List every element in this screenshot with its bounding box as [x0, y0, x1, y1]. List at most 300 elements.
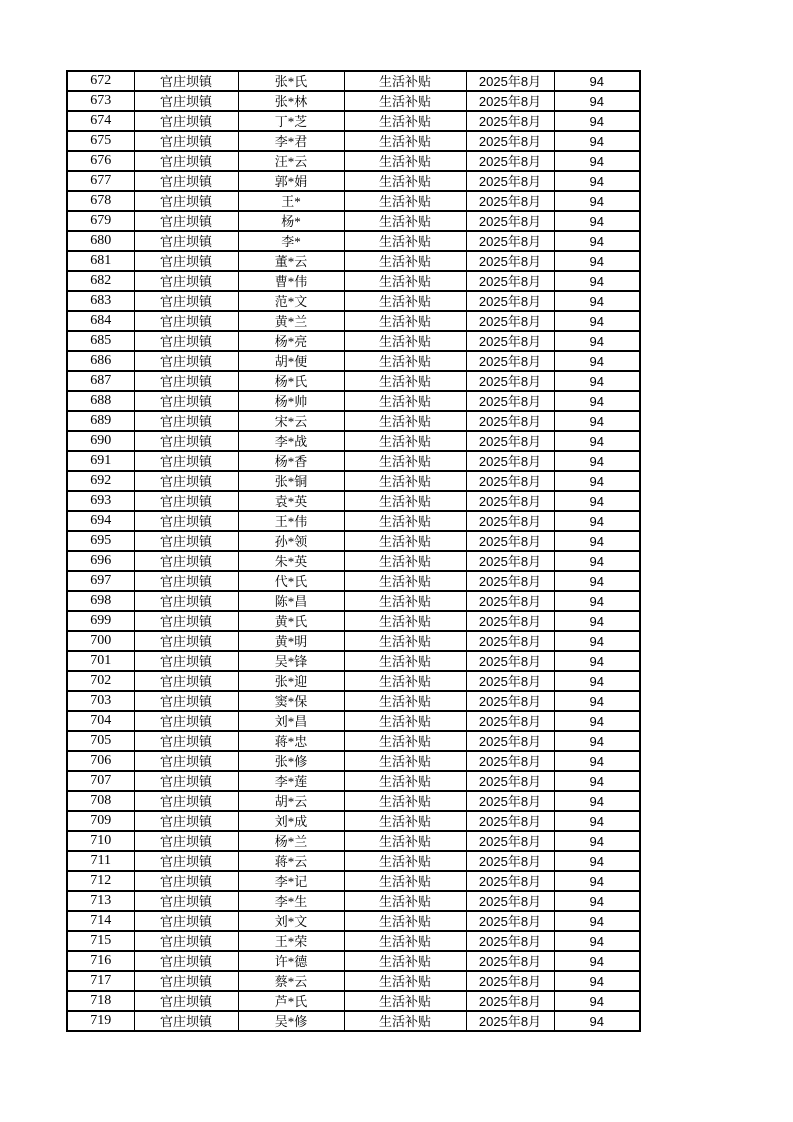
- table-body: [67, 71, 640, 1031]
- person-name-cell: 杨*兰: [238, 831, 344, 851]
- serial-number-cell: 713: [67, 891, 134, 911]
- table-row: [67, 951, 640, 971]
- subsidy-type-cell: 生活补贴: [344, 651, 466, 671]
- table-row: [67, 471, 640, 491]
- subsidy-type-cell: 生活补贴: [344, 951, 466, 971]
- town-cell: 官庄坝镇: [134, 531, 238, 551]
- month-cell: 2025年8月: [466, 71, 554, 91]
- table-row: [67, 431, 640, 451]
- person-name-cell: 胡*云: [238, 791, 344, 811]
- subsidy-type-cell: 生活补贴: [344, 531, 466, 551]
- person-name-cell: 曹*伟: [238, 271, 344, 291]
- subsidy-type-cell: 生活补贴: [344, 971, 466, 991]
- town-cell: 官庄坝镇: [134, 691, 238, 711]
- amount-cell: 94: [554, 651, 640, 671]
- table-row: [67, 591, 640, 611]
- serial-number-cell: 709: [67, 811, 134, 831]
- amount-cell: 94: [554, 271, 640, 291]
- amount-cell: 94: [554, 631, 640, 651]
- amount-cell: 94: [554, 991, 640, 1011]
- amount-cell: 94: [554, 171, 640, 191]
- month-cell: 2025年8月: [466, 371, 554, 391]
- table-row: [67, 751, 640, 771]
- person-name-cell: 李*战: [238, 431, 344, 451]
- month-cell: 2025年8月: [466, 751, 554, 771]
- person-name-cell: 黄*氏: [238, 611, 344, 631]
- serial-number-cell: 697: [67, 571, 134, 591]
- serial-number-cell: 703: [67, 691, 134, 711]
- amount-cell: 94: [554, 951, 640, 971]
- month-cell: 2025年8月: [466, 351, 554, 371]
- subsidy-type-cell: 生活补贴: [344, 91, 466, 111]
- amount-cell: 94: [554, 691, 640, 711]
- subsidy-type-cell: 生活补贴: [344, 751, 466, 771]
- subsidy-type-cell: 生活补贴: [344, 611, 466, 631]
- serial-number-cell: 704: [67, 711, 134, 731]
- month-cell: 2025年8月: [466, 571, 554, 591]
- town-cell: 官庄坝镇: [134, 151, 238, 171]
- person-name-cell: 杨*香: [238, 451, 344, 471]
- amount-cell: 94: [554, 391, 640, 411]
- town-cell: 官庄坝镇: [134, 91, 238, 111]
- amount-cell: 94: [554, 911, 640, 931]
- table-row: [67, 931, 640, 951]
- table-row: [67, 91, 640, 111]
- town-cell: 官庄坝镇: [134, 871, 238, 891]
- town-cell: 官庄坝镇: [134, 851, 238, 871]
- person-name-cell: 李*莲: [238, 771, 344, 791]
- subsidy-table: [66, 70, 641, 1032]
- month-cell: 2025年8月: [466, 311, 554, 331]
- subsidy-type-cell: 生活补贴: [344, 351, 466, 371]
- month-cell: 2025年8月: [466, 531, 554, 551]
- amount-cell: 94: [554, 311, 640, 331]
- subsidy-type-cell: 生活补贴: [344, 171, 466, 191]
- subsidy-type-cell: 生活补贴: [344, 811, 466, 831]
- table-row: [67, 731, 640, 751]
- table-row: [67, 671, 640, 691]
- person-name-cell: 黄*兰: [238, 311, 344, 331]
- table-row: [67, 211, 640, 231]
- serial-number-cell: 717: [67, 971, 134, 991]
- serial-number-cell: 699: [67, 611, 134, 631]
- town-cell: 官庄坝镇: [134, 191, 238, 211]
- person-name-cell: 吴*修: [238, 1011, 344, 1031]
- serial-number-cell: 712: [67, 871, 134, 891]
- town-cell: 官庄坝镇: [134, 591, 238, 611]
- month-cell: 2025年8月: [466, 391, 554, 411]
- person-name-cell: 李*: [238, 231, 344, 251]
- town-cell: 官庄坝镇: [134, 671, 238, 691]
- subsidy-type-cell: 生活补贴: [344, 631, 466, 651]
- table-row: [67, 631, 640, 651]
- town-cell: 官庄坝镇: [134, 491, 238, 511]
- amount-cell: 94: [554, 611, 640, 631]
- subsidy-type-cell: 生活补贴: [344, 911, 466, 931]
- table-row: [67, 531, 640, 551]
- serial-number-cell: 689: [67, 411, 134, 431]
- subsidy-type-cell: 生活补贴: [344, 671, 466, 691]
- amount-cell: 94: [554, 591, 640, 611]
- amount-cell: 94: [554, 831, 640, 851]
- town-cell: 官庄坝镇: [134, 651, 238, 671]
- amount-cell: 94: [554, 111, 640, 131]
- month-cell: 2025年8月: [466, 331, 554, 351]
- person-name-cell: 李*生: [238, 891, 344, 911]
- table-row: [67, 971, 640, 991]
- serial-number-cell: 672: [67, 71, 134, 91]
- table-row: [67, 851, 640, 871]
- town-cell: 官庄坝镇: [134, 431, 238, 451]
- table-row: [67, 711, 640, 731]
- month-cell: 2025年8月: [466, 651, 554, 671]
- subsidy-type-cell: 生活补贴: [344, 291, 466, 311]
- serial-number-cell: 698: [67, 591, 134, 611]
- person-name-cell: 杨*氏: [238, 371, 344, 391]
- serial-number-cell: 678: [67, 191, 134, 211]
- subsidy-type-cell: 生活补贴: [344, 471, 466, 491]
- amount-cell: 94: [554, 731, 640, 751]
- serial-number-cell: 687: [67, 371, 134, 391]
- serial-number-cell: 693: [67, 491, 134, 511]
- month-cell: 2025年8月: [466, 211, 554, 231]
- table-row: [67, 411, 640, 431]
- subsidy-type-cell: 生活补贴: [344, 371, 466, 391]
- month-cell: 2025年8月: [466, 691, 554, 711]
- amount-cell: 94: [554, 451, 640, 471]
- serial-number-cell: 680: [67, 231, 134, 251]
- serial-number-cell: 715: [67, 931, 134, 951]
- table-row: [67, 991, 640, 1011]
- town-cell: 官庄坝镇: [134, 971, 238, 991]
- serial-number-cell: 702: [67, 671, 134, 691]
- table-row: [67, 491, 640, 511]
- town-cell: 官庄坝镇: [134, 451, 238, 471]
- amount-cell: 94: [554, 1011, 640, 1031]
- table-row: [67, 611, 640, 631]
- amount-cell: 94: [554, 891, 640, 911]
- amount-cell: 94: [554, 251, 640, 271]
- month-cell: 2025年8月: [466, 871, 554, 891]
- subsidy-type-cell: 生活补贴: [344, 771, 466, 791]
- month-cell: 2025年8月: [466, 411, 554, 431]
- month-cell: 2025年8月: [466, 831, 554, 851]
- amount-cell: 94: [554, 191, 640, 211]
- month-cell: 2025年8月: [466, 791, 554, 811]
- amount-cell: 94: [554, 571, 640, 591]
- serial-number-cell: 707: [67, 771, 134, 791]
- subsidy-type-cell: 生活补贴: [344, 271, 466, 291]
- serial-number-cell: 674: [67, 111, 134, 131]
- table-row: [67, 171, 640, 191]
- table-row: [67, 311, 640, 331]
- month-cell: 2025年8月: [466, 151, 554, 171]
- person-name-cell: 郭*娟: [238, 171, 344, 191]
- town-cell: 官庄坝镇: [134, 211, 238, 231]
- subsidy-type-cell: 生活补贴: [344, 731, 466, 751]
- town-cell: 官庄坝镇: [134, 951, 238, 971]
- table-row: [67, 511, 640, 531]
- person-name-cell: 代*氏: [238, 571, 344, 591]
- table-row: [67, 871, 640, 891]
- month-cell: 2025年8月: [466, 771, 554, 791]
- person-name-cell: 刘*文: [238, 911, 344, 931]
- subsidy-type-cell: 生活补贴: [344, 331, 466, 351]
- month-cell: 2025年8月: [466, 671, 554, 691]
- town-cell: 官庄坝镇: [134, 471, 238, 491]
- person-name-cell: 杨*亮: [238, 331, 344, 351]
- subsidy-type-cell: 生活补贴: [344, 431, 466, 451]
- amount-cell: 94: [554, 751, 640, 771]
- serial-number-cell: 700: [67, 631, 134, 651]
- town-cell: 官庄坝镇: [134, 411, 238, 431]
- town-cell: 官庄坝镇: [134, 371, 238, 391]
- table-row: [67, 191, 640, 211]
- subsidy-type-cell: 生活补贴: [344, 411, 466, 431]
- amount-cell: 94: [554, 211, 640, 231]
- month-cell: 2025年8月: [466, 231, 554, 251]
- amount-cell: 94: [554, 331, 640, 351]
- person-name-cell: 朱*英: [238, 551, 344, 571]
- town-cell: 官庄坝镇: [134, 891, 238, 911]
- person-name-cell: 张*修: [238, 751, 344, 771]
- month-cell: 2025年8月: [466, 851, 554, 871]
- month-cell: 2025年8月: [466, 991, 554, 1011]
- serial-number-cell: 701: [67, 651, 134, 671]
- table-row: [67, 651, 640, 671]
- town-cell: 官庄坝镇: [134, 791, 238, 811]
- table-row: [67, 911, 640, 931]
- subsidy-type-cell: 生活补贴: [344, 1011, 466, 1031]
- month-cell: 2025年8月: [466, 471, 554, 491]
- subsidy-type-cell: 生活补贴: [344, 891, 466, 911]
- person-name-cell: 董*云: [238, 251, 344, 271]
- person-name-cell: 张*迎: [238, 671, 344, 691]
- month-cell: 2025年8月: [466, 591, 554, 611]
- serial-number-cell: 676: [67, 151, 134, 171]
- town-cell: 官庄坝镇: [134, 331, 238, 351]
- person-name-cell: 吴*锋: [238, 651, 344, 671]
- subsidy-type-cell: 生活补贴: [344, 191, 466, 211]
- town-cell: 官庄坝镇: [134, 551, 238, 571]
- table-row: [67, 371, 640, 391]
- town-cell: 官庄坝镇: [134, 131, 238, 151]
- table-row: [67, 71, 640, 91]
- serial-number-cell: 710: [67, 831, 134, 851]
- serial-number-cell: 677: [67, 171, 134, 191]
- amount-cell: 94: [554, 511, 640, 531]
- serial-number-cell: 705: [67, 731, 134, 751]
- amount-cell: 94: [554, 351, 640, 371]
- month-cell: 2025年8月: [466, 171, 554, 191]
- table-row: [67, 151, 640, 171]
- month-cell: 2025年8月: [466, 271, 554, 291]
- table-row: [67, 391, 640, 411]
- amount-cell: 94: [554, 791, 640, 811]
- subsidy-type-cell: 生活补贴: [344, 311, 466, 331]
- month-cell: 2025年8月: [466, 971, 554, 991]
- town-cell: 官庄坝镇: [134, 811, 238, 831]
- person-name-cell: 蒋*云: [238, 851, 344, 871]
- subsidy-type-cell: 生活补贴: [344, 831, 466, 851]
- amount-cell: 94: [554, 811, 640, 831]
- subsidy-type-cell: 生活补贴: [344, 211, 466, 231]
- month-cell: 2025年8月: [466, 451, 554, 471]
- town-cell: 官庄坝镇: [134, 1011, 238, 1031]
- town-cell: 官庄坝镇: [134, 351, 238, 371]
- table-row: [67, 291, 640, 311]
- subsidy-type-cell: 生活补贴: [344, 131, 466, 151]
- month-cell: 2025年8月: [466, 711, 554, 731]
- person-name-cell: 许*德: [238, 951, 344, 971]
- month-cell: 2025年8月: [466, 191, 554, 211]
- town-cell: 官庄坝镇: [134, 771, 238, 791]
- month-cell: 2025年8月: [466, 291, 554, 311]
- serial-number-cell: 716: [67, 951, 134, 971]
- person-name-cell: 张*铜: [238, 471, 344, 491]
- subsidy-type-cell: 生活补贴: [344, 691, 466, 711]
- table-row: [67, 131, 640, 151]
- amount-cell: 94: [554, 131, 640, 151]
- subsidy-type-cell: 生活补贴: [344, 711, 466, 731]
- town-cell: 官庄坝镇: [134, 711, 238, 731]
- amount-cell: 94: [554, 231, 640, 251]
- month-cell: 2025年8月: [466, 731, 554, 751]
- person-name-cell: 李*君: [238, 131, 344, 151]
- person-name-cell: 宋*云: [238, 411, 344, 431]
- month-cell: 2025年8月: [466, 611, 554, 631]
- subsidy-type-cell: 生活补贴: [344, 111, 466, 131]
- amount-cell: 94: [554, 151, 640, 171]
- person-name-cell: 孙*领: [238, 531, 344, 551]
- amount-cell: 94: [554, 471, 640, 491]
- table-row: [67, 771, 640, 791]
- person-name-cell: 丁*芝: [238, 111, 344, 131]
- person-name-cell: 黄*明: [238, 631, 344, 651]
- table-row: [67, 891, 640, 911]
- person-name-cell: 窦*保: [238, 691, 344, 711]
- serial-number-cell: 719: [67, 1011, 134, 1031]
- subsidy-type-cell: 生活补贴: [344, 151, 466, 171]
- town-cell: 官庄坝镇: [134, 631, 238, 651]
- subsidy-type-cell: 生活补贴: [344, 871, 466, 891]
- month-cell: 2025年8月: [466, 131, 554, 151]
- table-row: [67, 551, 640, 571]
- serial-number-cell: 685: [67, 331, 134, 351]
- serial-number-cell: 682: [67, 271, 134, 291]
- serial-number-cell: 679: [67, 211, 134, 231]
- amount-cell: 94: [554, 491, 640, 511]
- person-name-cell: 芦*氏: [238, 991, 344, 1011]
- month-cell: 2025年8月: [466, 811, 554, 831]
- table-row: [67, 451, 640, 471]
- town-cell: 官庄坝镇: [134, 731, 238, 751]
- table-row: [67, 231, 640, 251]
- amount-cell: 94: [554, 431, 640, 451]
- amount-cell: 94: [554, 411, 640, 431]
- month-cell: 2025年8月: [466, 491, 554, 511]
- town-cell: 官庄坝镇: [134, 311, 238, 331]
- town-cell: 官庄坝镇: [134, 231, 238, 251]
- town-cell: 官庄坝镇: [134, 571, 238, 591]
- serial-number-cell: 691: [67, 451, 134, 471]
- town-cell: 官庄坝镇: [134, 71, 238, 91]
- town-cell: 官庄坝镇: [134, 751, 238, 771]
- month-cell: 2025年8月: [466, 251, 554, 271]
- amount-cell: 94: [554, 531, 640, 551]
- month-cell: 2025年8月: [466, 1011, 554, 1031]
- town-cell: 官庄坝镇: [134, 111, 238, 131]
- serial-number-cell: 690: [67, 431, 134, 451]
- amount-cell: 94: [554, 551, 640, 571]
- subsidy-type-cell: 生活补贴: [344, 251, 466, 271]
- table-row: [67, 331, 640, 351]
- month-cell: 2025年8月: [466, 111, 554, 131]
- amount-cell: 94: [554, 71, 640, 91]
- subsidy-type-cell: 生活补贴: [344, 451, 466, 471]
- person-name-cell: 袁*英: [238, 491, 344, 511]
- subsidy-type-cell: 生活补贴: [344, 391, 466, 411]
- subsidy-type-cell: 生活补贴: [344, 551, 466, 571]
- serial-number-cell: 696: [67, 551, 134, 571]
- serial-number-cell: 681: [67, 251, 134, 271]
- serial-number-cell: 684: [67, 311, 134, 331]
- subsidy-type-cell: 生活补贴: [344, 791, 466, 811]
- serial-number-cell: 718: [67, 991, 134, 1011]
- month-cell: 2025年8月: [466, 91, 554, 111]
- amount-cell: 94: [554, 851, 640, 871]
- table-row: [67, 351, 640, 371]
- serial-number-cell: 695: [67, 531, 134, 551]
- table-row: [67, 251, 640, 271]
- subsidy-type-cell: 生活补贴: [344, 571, 466, 591]
- subsidy-type-cell: 生活补贴: [344, 511, 466, 531]
- table-row: [67, 571, 640, 591]
- person-name-cell: 张*氏: [238, 71, 344, 91]
- table-row: [67, 1011, 640, 1031]
- town-cell: 官庄坝镇: [134, 511, 238, 531]
- person-name-cell: 汪*云: [238, 151, 344, 171]
- serial-number-cell: 673: [67, 91, 134, 111]
- month-cell: 2025年8月: [466, 951, 554, 971]
- person-name-cell: 蒋*忠: [238, 731, 344, 751]
- town-cell: 官庄坝镇: [134, 611, 238, 631]
- person-name-cell: 胡*便: [238, 351, 344, 371]
- serial-number-cell: 694: [67, 511, 134, 531]
- serial-number-cell: 706: [67, 751, 134, 771]
- month-cell: 2025年8月: [466, 551, 554, 571]
- subsidy-type-cell: 生活补贴: [344, 491, 466, 511]
- subsidy-type-cell: 生活补贴: [344, 231, 466, 251]
- subsidy-type-cell: 生活补贴: [344, 71, 466, 91]
- town-cell: 官庄坝镇: [134, 251, 238, 271]
- serial-number-cell: 688: [67, 391, 134, 411]
- person-name-cell: 王*伟: [238, 511, 344, 531]
- person-name-cell: 杨*帅: [238, 391, 344, 411]
- subsidy-type-cell: 生活补贴: [344, 931, 466, 951]
- table-row: [67, 111, 640, 131]
- amount-cell: 94: [554, 671, 640, 691]
- amount-cell: 94: [554, 711, 640, 731]
- amount-cell: 94: [554, 291, 640, 311]
- serial-number-cell: 686: [67, 351, 134, 371]
- table-row: [67, 831, 640, 851]
- table-row: [67, 691, 640, 711]
- town-cell: 官庄坝镇: [134, 171, 238, 191]
- person-name-cell: 陈*昌: [238, 591, 344, 611]
- serial-number-cell: 692: [67, 471, 134, 491]
- serial-number-cell: 675: [67, 131, 134, 151]
